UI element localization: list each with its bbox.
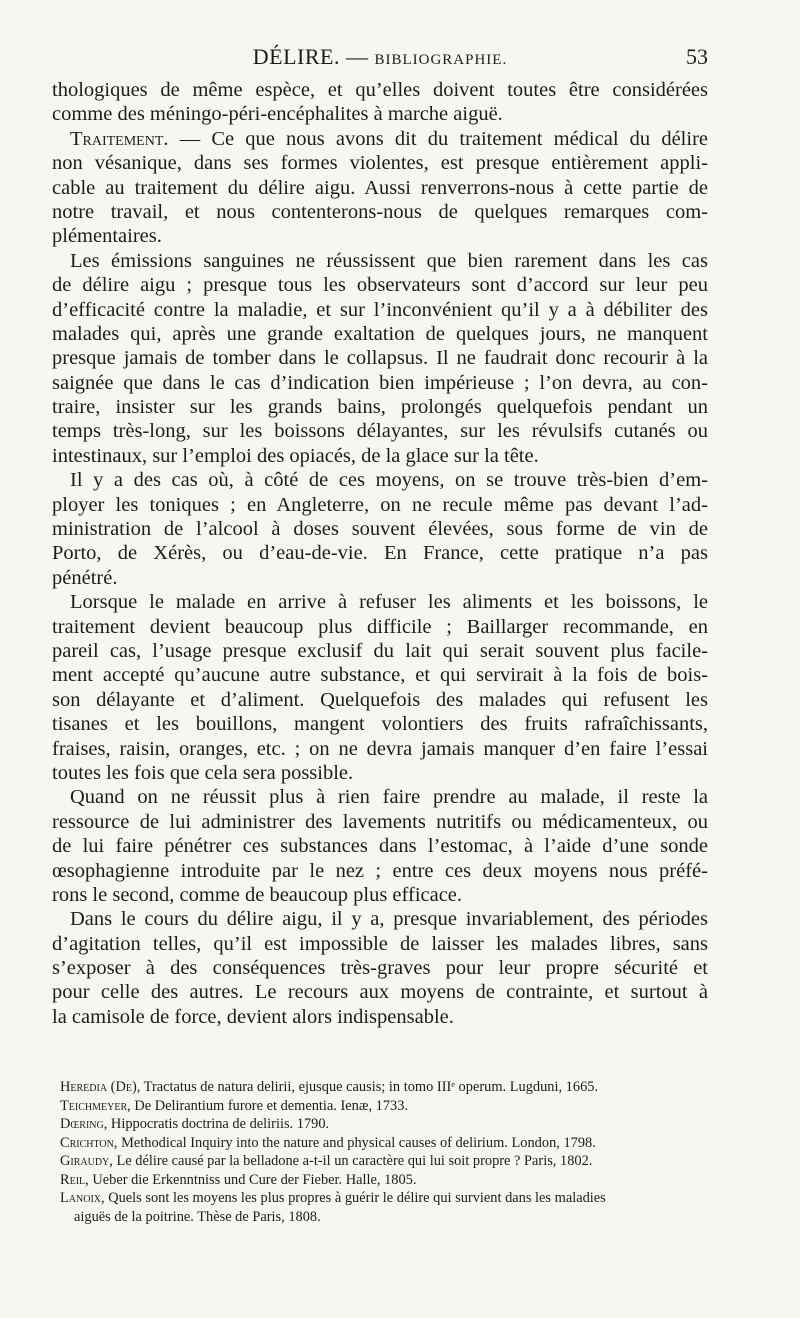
text-line: plémentaires. [52,225,162,248]
page-number: 53 [686,44,708,69]
reference-title: Quels sont les moyens les plus propres à guérir le délire qui survient dans les maladies [104,1190,606,1206]
reference-entry [60,1171,716,1190]
text-line: traire, insister sur les grands bains, prolongés quelquefois pendant un [52,396,708,419]
text-line: cable au traitement du délire aigu. Aussi renverrons-nous à cette partie de [52,176,708,199]
reference-continuation: aiguës de la poitrine. Thèse de Paris, 1808. [74,1208,321,1225]
section-heading: Traitement. [70,127,169,150]
text-line: son délayante et d’aliment. Quelquefois des malades qui refusent les [52,688,708,711]
reference-author: Giraudy, [60,1153,113,1169]
text-line: tisanes et les bouillons, mangent volontiers des fruits rafraîchissants, [52,713,708,736]
text-line: d’efficacité contre la maladie, et sur l’inconvénient qu’il y a à débiliter des [52,298,708,321]
reference-author: Teichmeyer, [60,1097,131,1114]
reference-entry [60,1097,716,1116]
text-line: thologiques de même espèce, et qu’elles doivent toutes être considérées [52,79,708,101]
text-line: pénétré. [52,566,118,589]
text-line: Dans le cours du délire aigu, il y a, presque invariablement, des périodes [70,908,708,931]
text-line: comme des méningo-péri-encéphalites à marche aiguë. [52,103,503,126]
reference-title: De Delirantium furore et dementia. Ienæ, 1733. [130,1097,409,1114]
reference-entry [60,1134,716,1153]
text-line: non vésanique, dans ses formes violentes, est presque entièrement appli- [52,152,708,175]
text-line: ministration de l’alcool à doses souvent élevées, sous forme de vin de [52,518,708,541]
text-line: de délire aigu ; presque tous les observateurs sont d’accord sur leur peu [52,274,708,297]
reference-title: Le délire causé par la belladone a-t-il un caractère qui lui soit propre ? Paris, 1802. [112,1153,593,1169]
reference-author: Dœring, [60,1116,108,1132]
reference-title: Methodical Inquiry into the nature and physical causes of delirium. London, 1798. [117,1134,596,1151]
body-text [52,78,708,1029]
reference-author: Lanoix, [60,1190,105,1206]
header-title-separator: — [339,44,375,69]
text-line: Il y a des cas où, à côté de ces moyens, on se trouve très-bien d’em- [70,469,708,492]
text-line: notre travail, et nous contenterons-nous de quelques remarques com- [52,200,708,223]
reference-entry [60,1115,716,1134]
header-title [52,44,708,70]
text-line: Traitement. — Ce que nous avons dit du traitement médical du délire [70,127,708,150]
text-line: œsophagienne introduite par le nez ; entre ces deux moyens nous préfé- [52,859,708,882]
text-line: ressource de lui administrer des lavements nutritifs ou médicamenteux, ou [52,810,708,833]
reference-title: Hippocratis doctrina de deliriis. 1790. [107,1116,330,1132]
text-line: toutes les fois que cela sera possible. [52,761,354,784]
reference-author: Heredia (De), [60,1079,141,1095]
text-line: de lui faire pénétrer ces substances dans l’estomac, à l’aide d’une sonde [52,835,708,858]
text-line: traitement devient beaucoup plus difficile ; Baillarger recommande, en [52,615,708,638]
text-line: presque jamais de tomber dans le collapsus. Il ne faudrait donc recourir à la [52,347,708,370]
text-line: d’agitation telles, qu’il est impossible de laisser les malades libres, sans [52,932,708,955]
bibliography [60,1078,716,1226]
text-line: Les émissions sanguines ne réussissent que bien rarement dans les cas [70,249,708,272]
running-header [52,42,708,76]
header-title-main: DÉLIRE. [252,44,340,69]
reference-entry [60,1078,716,1097]
text-line: la camisole de force, devient alors indispensable. [52,1005,454,1028]
reference-author: Reil, [60,1171,89,1188]
text-line: s’exposer à des conséquences très-graves pour leur propre sécurité et [52,957,708,980]
text-line: Lorsque le malade en arrive à refuser les aliments et les boissons, le [70,591,708,614]
text-line: rons le second, comme de beaucoup plus efficace. [52,883,463,906]
reference-entry [60,1152,716,1171]
text-line: ployer les toniques ; en Angleterre, on ne recule même pas devant l’ad- [52,493,708,516]
text-line: pour celle des autres. Le recours aux moyens de contrainte, et surtout à [52,981,708,1004]
text-line: saignée que dans le cas d’indication bien impérieuse ; l’on devra, au con- [52,371,708,394]
reference-author: Crichton, [60,1134,118,1151]
header-title-sub: BIBLIOGRAPHIE. [374,52,508,68]
text-line: pareil cas, l’usage presque exclusif du lait qui serait souvent plus facile- [52,639,708,662]
reference-title: Tractatus de natura delirii, ejusque causis; in tomo IIIᵉ operum. Lugduni, 1665. [140,1079,599,1095]
text-line: ment accepté qu’aucune autre substance, et qui servirait à la fois de bois- [52,664,708,687]
text-line: Quand on ne réussit plus à rien faire prendre au malade, il reste la [70,786,708,809]
text-line: intestinaux, sur l’emploi des opiacés, de la glace sur la tête. [52,444,539,467]
text-line: temps très-long, sur les boissons délayantes, sur les révulsifs cutanés ou [52,420,708,443]
reference-title: Ueber die Erkenntniss und Cure der Fieber. Halle, 1805. [88,1171,417,1188]
text-line: Porto, de Xérès, ou d’eau-de-vie. En France, cette pratique n’a pas [52,542,708,565]
text-line: malades qui, après une grande exaltation de quelques jours, ne manquent [52,322,708,345]
reference-entry [60,1189,716,1208]
text-line: fraises, raisin, oranges, etc. ; on ne devra jamais manquer d’en faire l’essai [52,737,708,760]
